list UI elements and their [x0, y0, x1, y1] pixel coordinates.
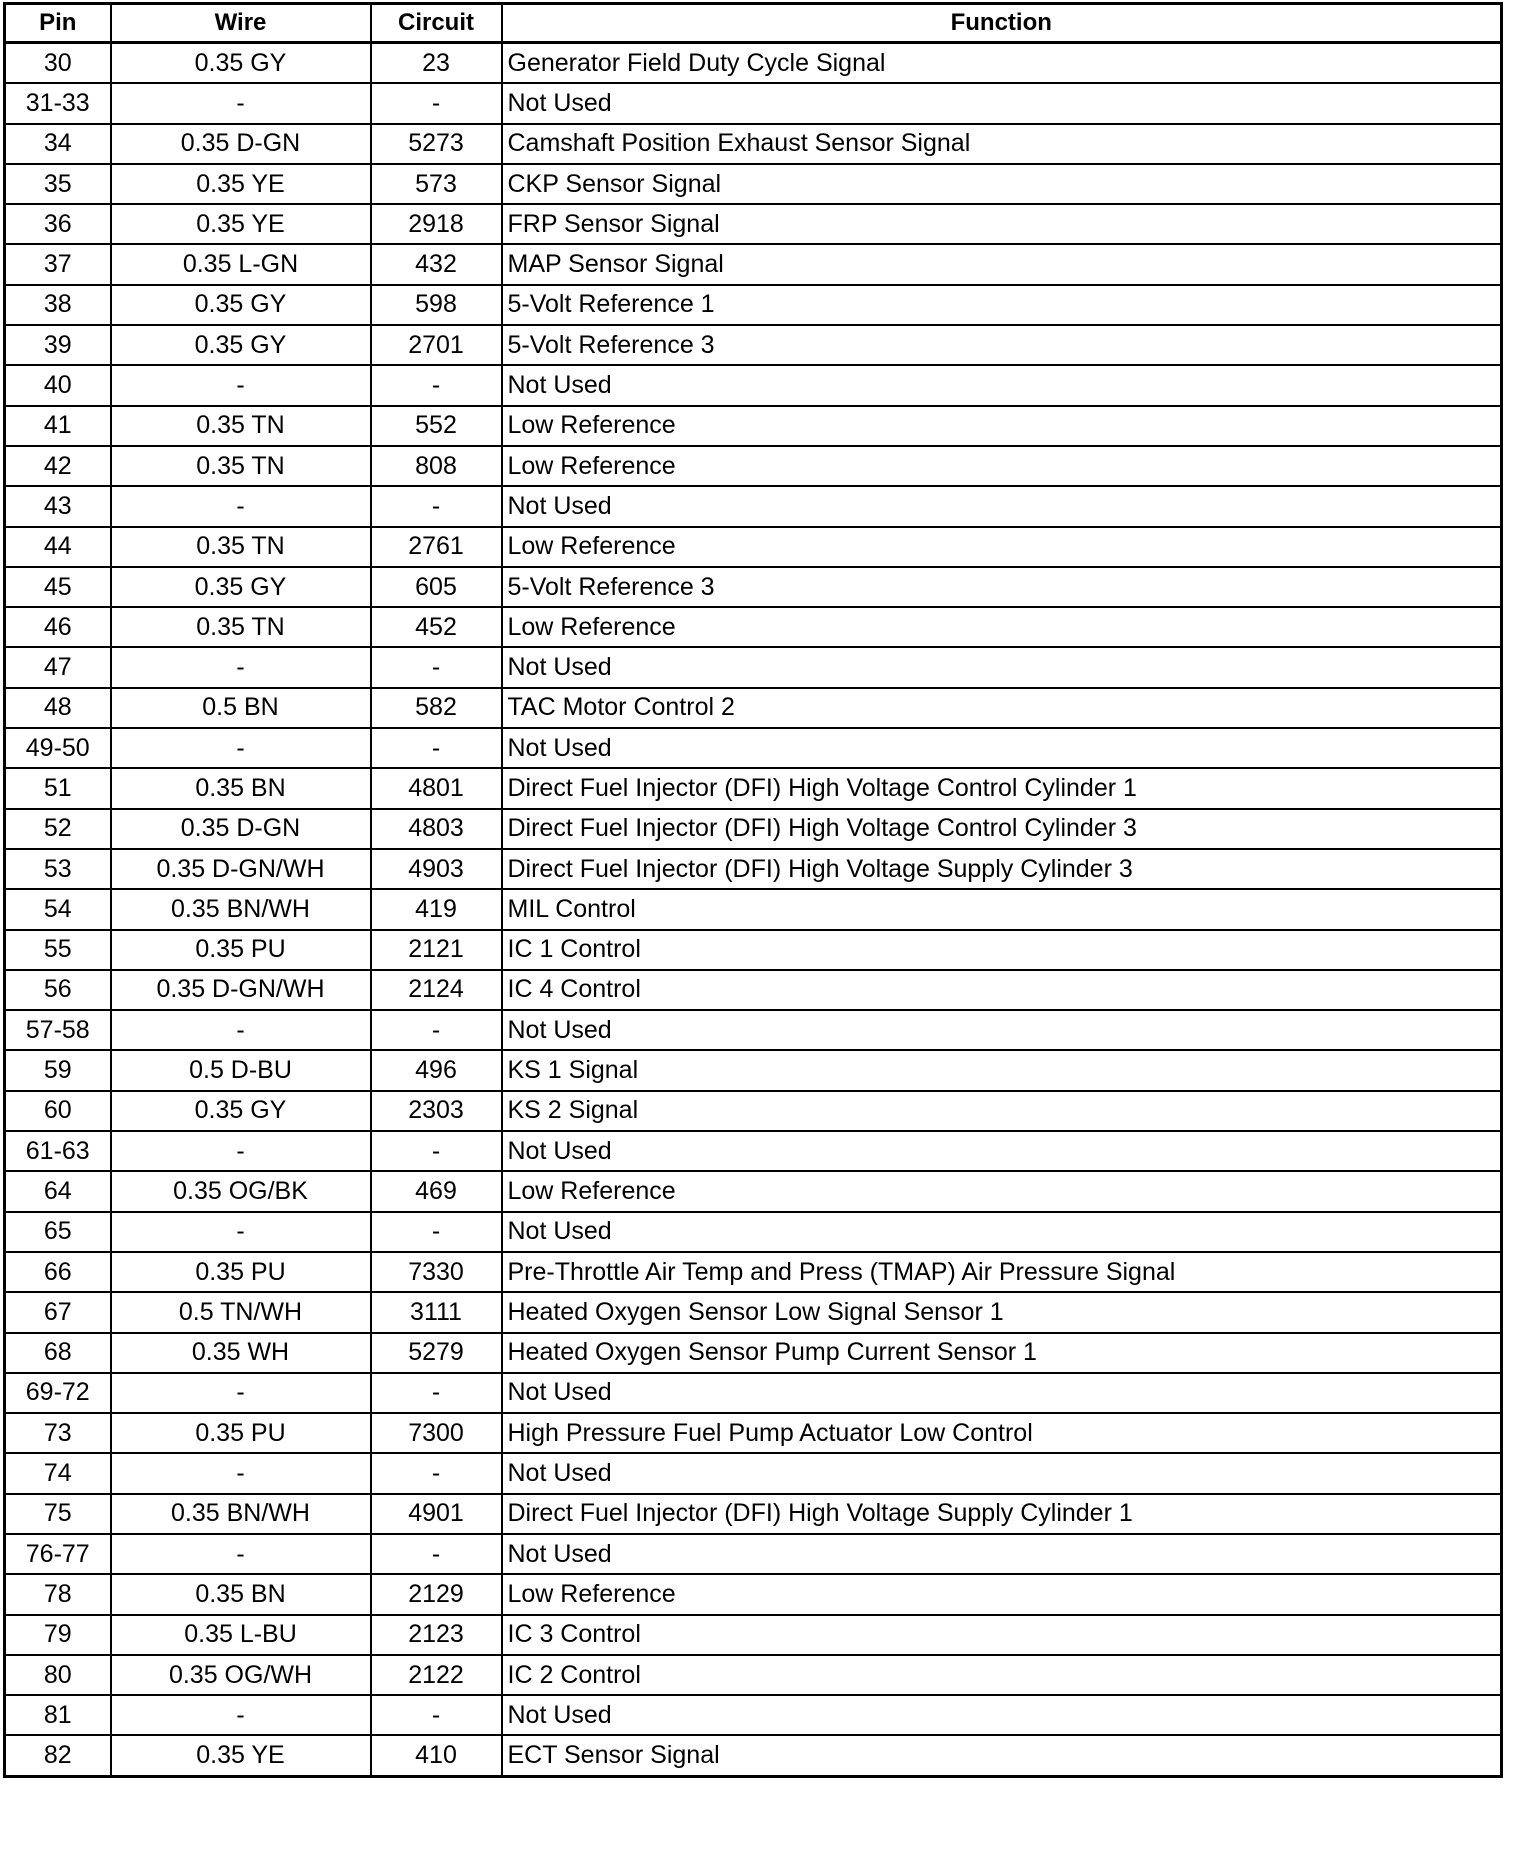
circuit-cell: 469 — [371, 1171, 502, 1211]
table-row — [5, 486, 1502, 526]
wire-cell: 0.35 YE — [111, 204, 371, 244]
pin-cell: 36 — [5, 204, 111, 244]
pin-cell: 66 — [5, 1252, 111, 1292]
function-cell: IC 1 Control — [502, 930, 1502, 970]
table-row — [5, 688, 1502, 728]
circuit-cell: 4903 — [371, 849, 502, 889]
pin-cell: 34 — [5, 124, 111, 164]
pin-cell: 76-77 — [5, 1534, 111, 1574]
wire-cell: - — [111, 728, 371, 768]
table-header — [5, 4, 1502, 43]
pin-cell: 73 — [5, 1413, 111, 1453]
pin-cell: 53 — [5, 849, 111, 889]
function-cell: Direct Fuel Injector (DFI) High Voltage Supply Cylinder 3 — [502, 849, 1502, 889]
pin-cell: 37 — [5, 244, 111, 284]
circuit-cell: 2123 — [371, 1615, 502, 1655]
wire-cell: 0.35 OG/WH — [111, 1655, 371, 1695]
wire-cell: 0.35 BN — [111, 1574, 371, 1614]
wire-cell: 0.35 WH — [111, 1333, 371, 1373]
function-cell: Camshaft Position Exhaust Sensor Signal — [502, 124, 1502, 164]
circuit-cell: - — [371, 1695, 502, 1735]
wire-cell: 0.35 TN — [111, 527, 371, 567]
table-row — [5, 1212, 1502, 1252]
pin-cell: 69-72 — [5, 1373, 111, 1413]
wire-cell: 0.35 D-GN — [111, 809, 371, 849]
wire-cell: 0.35 D-GN — [111, 124, 371, 164]
circuit-cell: - — [371, 365, 502, 405]
table-row — [5, 1333, 1502, 1373]
pin-cell: 51 — [5, 768, 111, 808]
function-cell: Direct Fuel Injector (DFI) High Voltage Control Cylinder 1 — [502, 768, 1502, 808]
pin-cell: 68 — [5, 1333, 111, 1373]
pin-cell: 47 — [5, 647, 111, 687]
wire-cell: - — [111, 1695, 371, 1735]
circuit-cell: - — [371, 83, 502, 123]
function-cell: Heated Oxygen Sensor Pump Current Sensor 1 — [502, 1333, 1502, 1373]
table-row — [5, 204, 1502, 244]
wire-cell: - — [111, 1534, 371, 1574]
pin-cell: 65 — [5, 1212, 111, 1252]
function-cell: IC 3 Control — [502, 1615, 1502, 1655]
pin-cell: 81 — [5, 1695, 111, 1735]
wire-cell: 0.35 YE — [111, 164, 371, 204]
table-row — [5, 1534, 1502, 1574]
function-cell: KS 2 Signal — [502, 1091, 1502, 1131]
wire-cell: 0.35 OG/BK — [111, 1171, 371, 1211]
pin-cell: 40 — [5, 365, 111, 405]
pin-cell: 64 — [5, 1171, 111, 1211]
wire-cell: - — [111, 1212, 371, 1252]
wire-cell: - — [111, 1131, 371, 1171]
wire-cell: 0.35 BN/WH — [111, 1494, 371, 1534]
pin-cell: 75 — [5, 1494, 111, 1534]
function-cell: 5-Volt Reference 3 — [502, 567, 1502, 607]
function-cell: KS 1 Signal — [502, 1050, 1502, 1090]
pin-cell: 56 — [5, 970, 111, 1010]
circuit-cell: 2124 — [371, 970, 502, 1010]
table-row — [5, 1413, 1502, 1453]
circuit-cell: 598 — [371, 285, 502, 325]
wire-cell: 0.35 TN — [111, 406, 371, 446]
pin-cell: 46 — [5, 607, 111, 647]
function-cell: Not Used — [502, 1453, 1502, 1493]
table-row — [5, 1131, 1502, 1171]
function-cell: IC 2 Control — [502, 1655, 1502, 1695]
table-row — [5, 889, 1502, 929]
column-header-pin: Pin — [5, 4, 111, 43]
circuit-cell: - — [371, 728, 502, 768]
circuit-cell: 2701 — [371, 325, 502, 365]
wire-cell: 0.5 TN/WH — [111, 1292, 371, 1332]
pin-cell: 61-63 — [5, 1131, 111, 1171]
circuit-cell: 2129 — [371, 1574, 502, 1614]
table-row — [5, 43, 1502, 84]
table-row — [5, 1655, 1502, 1695]
wire-cell: - — [111, 1010, 371, 1050]
function-cell: Low Reference — [502, 406, 1502, 446]
function-cell: Direct Fuel Injector (DFI) High Voltage Supply Cylinder 1 — [502, 1494, 1502, 1534]
wire-cell: - — [111, 1453, 371, 1493]
wire-cell: 0.35 L-BU — [111, 1615, 371, 1655]
function-cell: Low Reference — [502, 527, 1502, 567]
circuit-cell: 2121 — [371, 930, 502, 970]
function-cell: Low Reference — [502, 1171, 1502, 1211]
pin-cell: 67 — [5, 1292, 111, 1332]
function-cell: Not Used — [502, 647, 1502, 687]
pin-cell: 48 — [5, 688, 111, 728]
function-cell: Not Used — [502, 728, 1502, 768]
function-cell: ECT Sensor Signal — [502, 1735, 1502, 1776]
function-cell: Low Reference — [502, 446, 1502, 486]
wire-cell: - — [111, 486, 371, 526]
table-row — [5, 1574, 1502, 1614]
function-cell: CKP Sensor Signal — [502, 164, 1502, 204]
function-cell: Generator Field Duty Cycle Signal — [502, 43, 1502, 84]
column-header-circuit: Circuit — [371, 4, 502, 43]
pin-cell: 38 — [5, 285, 111, 325]
wire-cell: - — [111, 1373, 371, 1413]
circuit-cell: 582 — [371, 688, 502, 728]
table-row — [5, 1091, 1502, 1131]
function-cell: Not Used — [502, 1534, 1502, 1574]
function-cell: 5-Volt Reference 3 — [502, 325, 1502, 365]
pin-cell: 60 — [5, 1091, 111, 1131]
circuit-cell: 2761 — [371, 527, 502, 567]
wire-cell: - — [111, 365, 371, 405]
circuit-cell: 4901 — [371, 1494, 502, 1534]
table-row — [5, 244, 1502, 284]
function-cell: FRP Sensor Signal — [502, 204, 1502, 244]
table-row — [5, 607, 1502, 647]
wire-cell: 0.35 PU — [111, 1252, 371, 1292]
pin-cell: 79 — [5, 1615, 111, 1655]
wire-cell: 0.35 BN/WH — [111, 889, 371, 929]
circuit-cell: 23 — [371, 43, 502, 84]
function-cell: TAC Motor Control 2 — [502, 688, 1502, 728]
table-row — [5, 1453, 1502, 1493]
table-row — [5, 1695, 1502, 1735]
table-row — [5, 567, 1502, 607]
circuit-cell: 573 — [371, 164, 502, 204]
pin-cell: 78 — [5, 1574, 111, 1614]
circuit-cell: 410 — [371, 1735, 502, 1776]
pin-cell: 55 — [5, 930, 111, 970]
circuit-cell: 7330 — [371, 1252, 502, 1292]
circuit-cell: 432 — [371, 244, 502, 284]
table-row — [5, 1171, 1502, 1211]
table-row — [5, 1494, 1502, 1534]
function-cell: Not Used — [502, 1695, 1502, 1735]
function-cell: 5-Volt Reference 1 — [502, 285, 1502, 325]
function-cell: Not Used — [502, 1010, 1502, 1050]
wire-cell: 0.35 TN — [111, 446, 371, 486]
wire-cell: 0.35 YE — [111, 1735, 371, 1776]
wire-cell: 0.35 GY — [111, 285, 371, 325]
circuit-cell: - — [371, 647, 502, 687]
table-row — [5, 1010, 1502, 1050]
pin-cell: 39 — [5, 325, 111, 365]
table-row — [5, 124, 1502, 164]
pin-cell: 54 — [5, 889, 111, 929]
pin-cell: 42 — [5, 446, 111, 486]
table-row — [5, 446, 1502, 486]
pin-cell: 82 — [5, 1735, 111, 1776]
function-cell: MAP Sensor Signal — [502, 244, 1502, 284]
circuit-cell: - — [371, 1534, 502, 1574]
function-cell: Heated Oxygen Sensor Low Signal Sensor 1 — [502, 1292, 1502, 1332]
wire-cell: 0.5 D-BU — [111, 1050, 371, 1090]
circuit-cell: 496 — [371, 1050, 502, 1090]
function-cell: Not Used — [502, 1212, 1502, 1252]
table-row — [5, 164, 1502, 204]
circuit-cell: - — [371, 1010, 502, 1050]
function-cell: Low Reference — [502, 607, 1502, 647]
table-row — [5, 728, 1502, 768]
pin-cell: 41 — [5, 406, 111, 446]
pin-cell: 45 — [5, 567, 111, 607]
pin-cell: 49-50 — [5, 728, 111, 768]
pin-cell: 43 — [5, 486, 111, 526]
circuit-cell: 7300 — [371, 1413, 502, 1453]
table-row — [5, 83, 1502, 123]
pin-cell: 52 — [5, 809, 111, 849]
table-row — [5, 325, 1502, 365]
pin-cell: 35 — [5, 164, 111, 204]
wire-cell: 0.35 GY — [111, 325, 371, 365]
pin-cell: 44 — [5, 527, 111, 567]
wire-cell: 0.35 BN — [111, 768, 371, 808]
table-row — [5, 1373, 1502, 1413]
function-cell: Not Used — [502, 365, 1502, 405]
table-row — [5, 930, 1502, 970]
table-row — [5, 406, 1502, 446]
function-cell: High Pressure Fuel Pump Actuator Low Control — [502, 1413, 1502, 1453]
table-row — [5, 1615, 1502, 1655]
table-row — [5, 970, 1502, 1010]
wire-cell: 0.35 PU — [111, 1413, 371, 1453]
wire-cell: 0.35 TN — [111, 607, 371, 647]
table-row — [5, 527, 1502, 567]
connector-pinout-table — [3, 2, 1503, 1778]
circuit-cell: 3111 — [371, 1292, 502, 1332]
circuit-cell: 808 — [371, 446, 502, 486]
function-cell: Low Reference — [502, 1574, 1502, 1614]
circuit-cell: 2918 — [371, 204, 502, 244]
wire-cell: - — [111, 647, 371, 687]
table-row — [5, 768, 1502, 808]
circuit-cell: 4801 — [371, 768, 502, 808]
circuit-cell: - — [371, 1131, 502, 1171]
pin-cell: 80 — [5, 1655, 111, 1695]
column-header-wire: Wire — [111, 4, 371, 43]
pin-cell: 59 — [5, 1050, 111, 1090]
pin-cell: 31-33 — [5, 83, 111, 123]
circuit-cell: 552 — [371, 406, 502, 446]
circuit-cell: 452 — [371, 607, 502, 647]
circuit-cell: 5273 — [371, 124, 502, 164]
circuit-cell: 2303 — [371, 1091, 502, 1131]
wire-cell: 0.35 GY — [111, 43, 371, 84]
table-row — [5, 849, 1502, 889]
wire-cell: 0.35 GY — [111, 1091, 371, 1131]
circuit-cell: 2122 — [371, 1655, 502, 1695]
circuit-cell: - — [371, 486, 502, 526]
pin-cell: 74 — [5, 1453, 111, 1493]
function-cell: Direct Fuel Injector (DFI) High Voltage Control Cylinder 3 — [502, 809, 1502, 849]
table-row — [5, 1292, 1502, 1332]
circuit-cell: 419 — [371, 889, 502, 929]
wire-cell: 0.35 PU — [111, 930, 371, 970]
circuit-cell: - — [371, 1373, 502, 1413]
wire-cell: 0.5 BN — [111, 688, 371, 728]
function-cell: Pre-Throttle Air Temp and Press (TMAP) Air Pressure Signal — [502, 1252, 1502, 1292]
pin-cell: 57-58 — [5, 1010, 111, 1050]
function-cell: Not Used — [502, 83, 1502, 123]
circuit-cell: 605 — [371, 567, 502, 607]
wire-cell: 0.35 D-GN/WH — [111, 849, 371, 889]
circuit-cell: - — [371, 1212, 502, 1252]
pin-cell: 30 — [5, 43, 111, 84]
function-cell: IC 4 Control — [502, 970, 1502, 1010]
function-cell: Not Used — [502, 486, 1502, 526]
table-row — [5, 809, 1502, 849]
column-header-function: Function — [502, 4, 1502, 43]
table-row — [5, 365, 1502, 405]
table-row — [5, 1252, 1502, 1292]
function-cell: MIL Control — [502, 889, 1502, 929]
wire-cell: 0.35 D-GN/WH — [111, 970, 371, 1010]
circuit-cell: 4803 — [371, 809, 502, 849]
wire-cell: 0.35 GY — [111, 567, 371, 607]
table-row — [5, 1050, 1502, 1090]
wire-cell: 0.35 L-GN — [111, 244, 371, 284]
table-body — [5, 43, 1502, 1777]
table-row — [5, 285, 1502, 325]
wire-cell: - — [111, 83, 371, 123]
header-row — [5, 4, 1502, 43]
table-row — [5, 647, 1502, 687]
table-row — [5, 1735, 1502, 1776]
circuit-cell: 5279 — [371, 1333, 502, 1373]
function-cell: Not Used — [502, 1131, 1502, 1171]
circuit-cell: - — [371, 1453, 502, 1493]
function-cell: Not Used — [502, 1373, 1502, 1413]
